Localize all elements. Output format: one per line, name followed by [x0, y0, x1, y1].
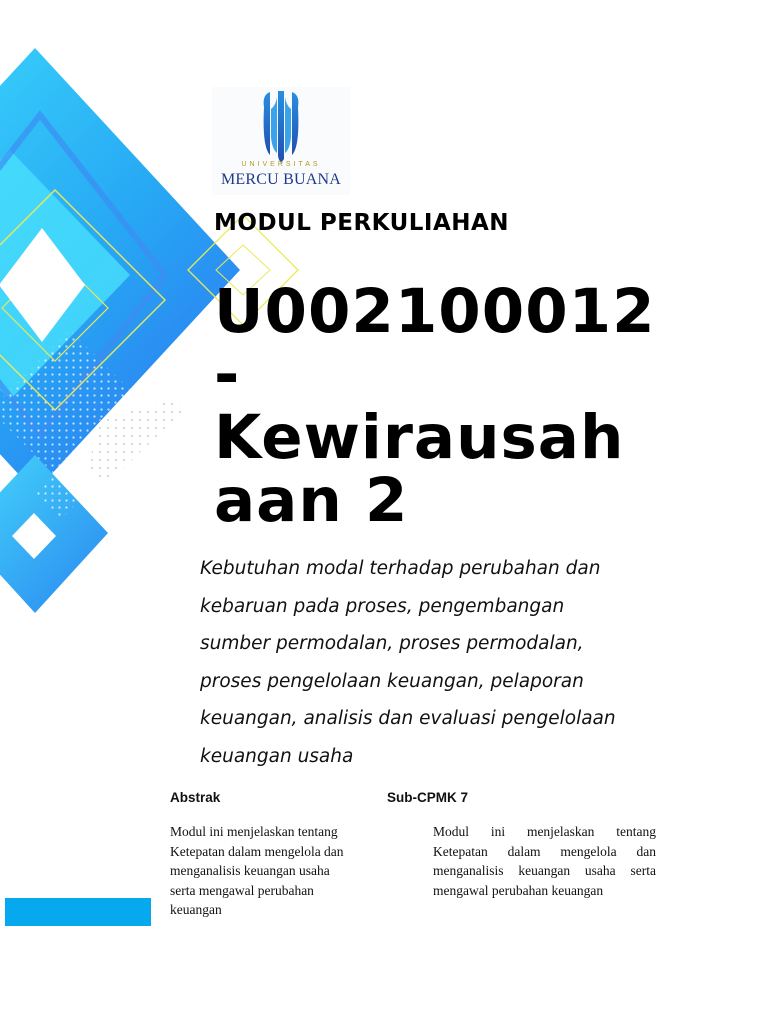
topic-line: sumber permodalan, proses permodalan, [200, 633, 584, 654]
abstract-line: keuangan [170, 902, 222, 917]
accent-bar [5, 898, 151, 926]
abstract-line: menganalisis keuangan usaha [170, 863, 330, 878]
topic-line: kebaruan pada proses, pengembangan [200, 595, 565, 617]
topic-line: keuangan, analisis dan evaluasi pengelolaan [200, 708, 616, 729]
module-label: MODUL PERKULIAHAN [214, 210, 510, 236]
course-title-line: Kewirausah [214, 402, 625, 473]
abstract-line: Modul ini menjelaskan tentang [170, 824, 338, 839]
abstract-line: serta mengawal perubahan [170, 882, 314, 898]
topic-description [200, 550, 680, 775]
subcpmk-heading: Sub-CPMK 7 [387, 790, 468, 805]
abstract-text [170, 822, 375, 920]
university-logo [212, 87, 350, 195]
topic-line: keuangan usaha [200, 745, 354, 767]
course-title [214, 276, 684, 536]
topic-line: proses pengelolaan keuangan, pelaporan [200, 670, 584, 692]
course-title-line: aan 2 [214, 465, 409, 536]
mercu-buana-emblem-icon [212, 87, 350, 167]
logo-university-small-text: UNIVERSITAS [241, 161, 321, 168]
subcpmk-text: Modul ini menjelaskan tentang Ketepatan dalam mengelola dan menganalisis keuangan usaha serta mengawal perubahan keuangan [433, 824, 656, 898]
topic-line: Kebutuhan modal terhadap perubahan dan [200, 558, 601, 579]
course-title-line: - [214, 339, 241, 410]
abstract-line: Ketepatan dalam mengelola dan [170, 843, 344, 859]
course-title-line: U002100012 [214, 276, 656, 347]
abstract-heading: Abstrak [170, 790, 221, 805]
logo-university-name: MERCU BUANA [221, 171, 341, 188]
